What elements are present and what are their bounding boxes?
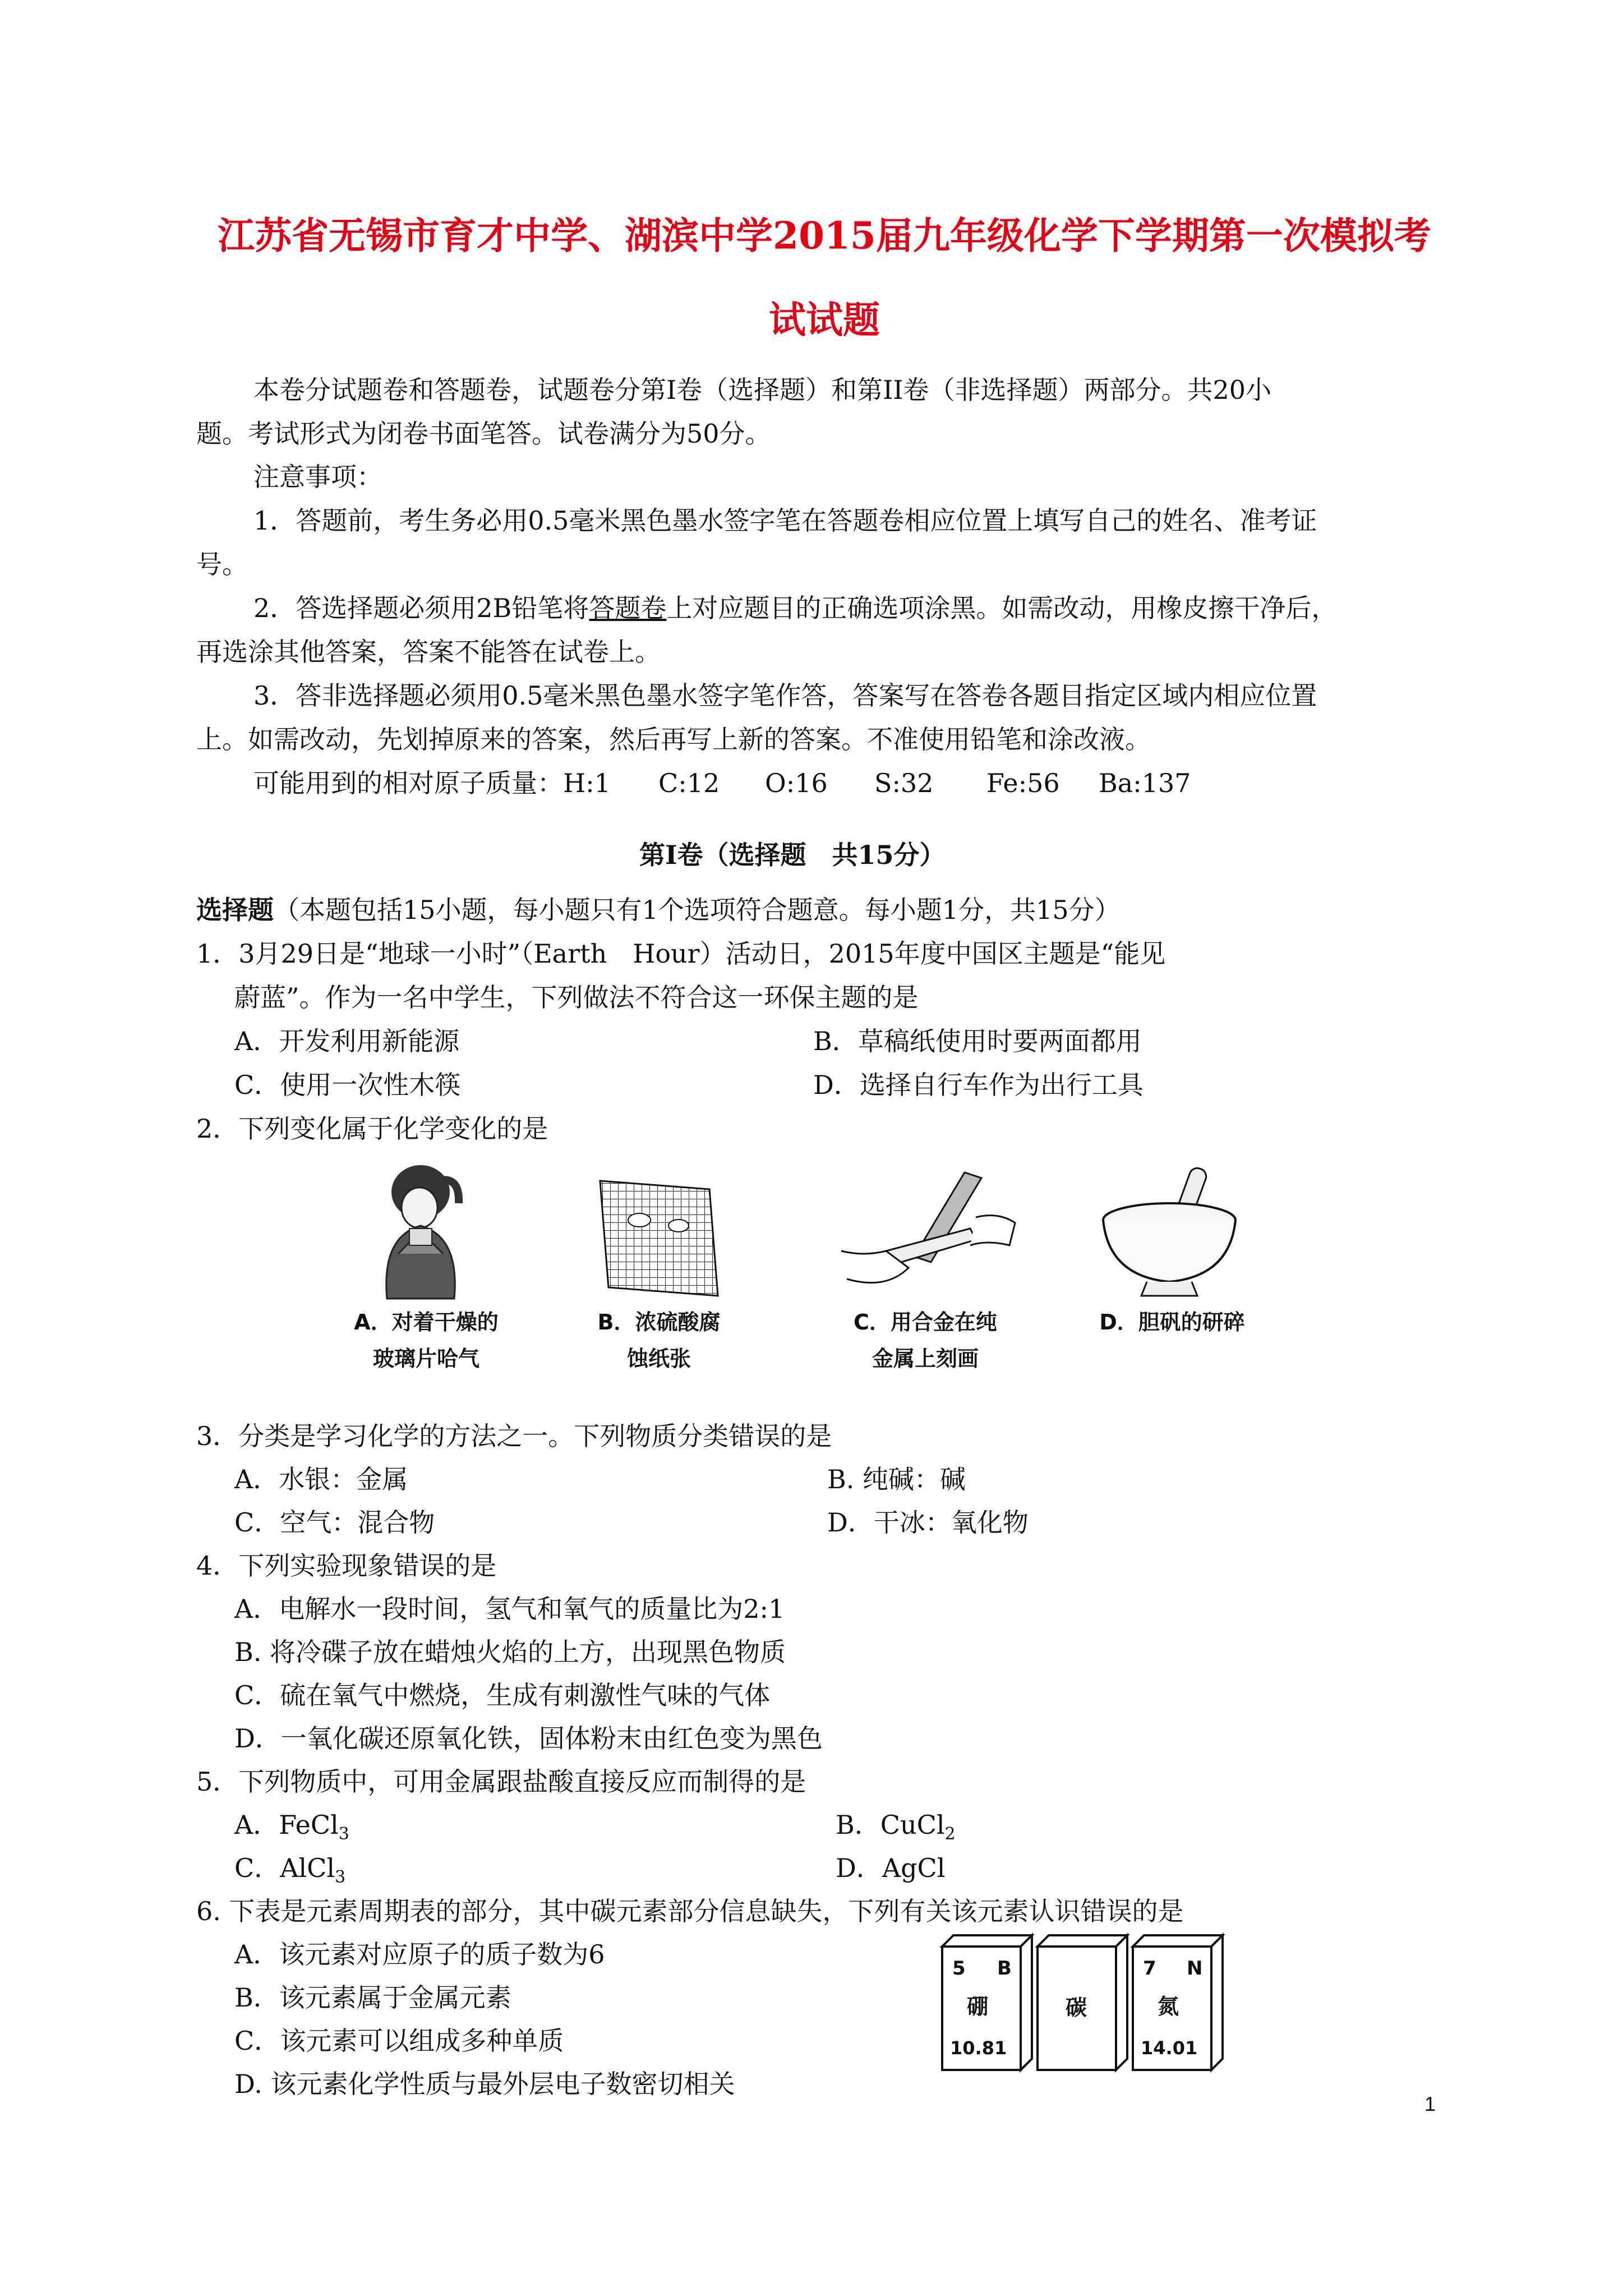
q2-label-a-line-2: 玻璃片哈气 [372, 1346, 479, 1371]
q6-option-a: A．该元素对应原子的质子数为6 [234, 1939, 605, 1970]
carbon-name: 碳 [1066, 1995, 1087, 2020]
q5-option-a-subscript: 3 [338, 1824, 349, 1844]
note-1-line-2: 号。 [196, 549, 248, 579]
atomic-mass-line [253, 766, 1191, 800]
note-1-line-1: 1．答题前，考生务必用0.5毫米黑色墨水签字笔在答题卷相应位置上填写自己的姓名、准考证 [253, 505, 1317, 536]
section-instructions [196, 893, 1121, 927]
q6-option-b: B．该元素属于金属元素 [234, 1982, 511, 2013]
boron-symbol: B [997, 1957, 1012, 1980]
q2-label-b-line-2: 蚀纸张 [626, 1346, 691, 1371]
q3-option-c: C．空气：混合物 [234, 1507, 435, 1538]
note-2-text-a: 2．答选择题必须用2B铅笔将 [253, 593, 589, 623]
q4-option-c: C．硫在氧气中燃烧，生成有刺激性气味的气体 [234, 1680, 771, 1710]
q1-option-c: C．使用一次性木筷 [234, 1070, 461, 1100]
q6-option-c: C．该元素可以组成多种单质 [234, 2026, 564, 2056]
q3-option-a: A．水银：金属 [234, 1464, 408, 1494]
title-line-1: 江苏省无锡市育才中学、湖滨中学2015届九年级化学下学期第一次模拟考 [218, 214, 1431, 257]
section-instructions-rest: （本题包括15小题，每小题只有1个选项符合题意。每小题1分，共15分） [274, 895, 1121, 925]
element-cell-boron [942, 1935, 1032, 2070]
q5-option-c-subscript: 3 [335, 1867, 346, 1887]
q5-option-b-text: B．CuCl [836, 1810, 945, 1840]
q2-label-c-line-1: C．用合金在纯 [854, 1310, 997, 1335]
q2-stem: 2．下列变化属于化学变化的是 [196, 1114, 548, 1144]
q1-stem-line-2: 蔚蓝”。作为一名中学生，下列做法不符合这一环保主题的是 [234, 982, 919, 1013]
q6-stem: 6. 下表是元素周期表的部分，其中碳元素部分信息缺失，下列有关该元素认识错误的是 [196, 1896, 1184, 1926]
q3-option-d: D．干冰：氧化物 [827, 1507, 1029, 1538]
q1-option-d: D．选择自行车作为出行工具 [813, 1070, 1144, 1100]
q2-label-d: D．胆矾的研碎 [1099, 1310, 1245, 1335]
q4-option-a: A．电解水一段时间，氢气和氧气的质量比为2:1 [234, 1594, 785, 1624]
q2-label-b-line-1: B．浓硫酸腐 [597, 1310, 721, 1335]
q1-option-b: B．草稿纸使用时要两面都用 [813, 1026, 1142, 1056]
q4-stem: 4．下列实验现象错误的是 [196, 1550, 497, 1581]
q1-stem-line-1: 1．3月29日是“地球一小时”（Earth Hour）活动日，2015年度中国区主题是“能见 [196, 938, 1166, 969]
q4-option-d: D．一氧化碳还原氧化铁，固体粉末由红色变为黑色 [234, 1723, 823, 1754]
q2-figure-c-scratching-metal-illustration [836, 1167, 1021, 1301]
note-2-underlined: 答题卷 [589, 593, 667, 623]
q2-figure-b-grid-paper-illustration [594, 1175, 723, 1299]
q2-figure-d-mortar-pestle-illustration [1096, 1161, 1242, 1301]
periodic-table-fragment [931, 1930, 1245, 2087]
section-instructions-bold: 选择题 [196, 895, 274, 925]
element-cell-carbon [1038, 1935, 1127, 2070]
title-line-2: 试试题 [769, 298, 880, 342]
boron-name: 硼 [967, 1994, 989, 2019]
page-number: 1 [1424, 2092, 1436, 2115]
nitrogen-symbol: N [1187, 1957, 1203, 1980]
q3-option-b: B. 纯碱：碱 [827, 1464, 966, 1494]
atomic-mass-label: 可能用到的相对原子质量： [253, 768, 563, 798]
note-2-text-b: 上对应题目的正确选项涂黑。如需改动，用橡皮擦干净后， [666, 593, 1338, 623]
q5-option-b [836, 1808, 956, 1851]
boron-mass: 10.81 [950, 2037, 1007, 2059]
mass-c: C:12 [658, 768, 720, 798]
note-2-line-1 [253, 591, 1337, 625]
q4-option-b: B. 将冷碟子放在蜡烛火焰的上方，出现黑色物质 [234, 1637, 786, 1667]
element-cell-nitrogen [1133, 1935, 1223, 2070]
boron-number: 5 [952, 1957, 966, 1980]
q6-option-d: D. 该元素化学性质与最外层电子数密切相关 [234, 2069, 735, 2099]
nitrogen-number: 7 [1143, 1957, 1156, 1980]
section-heading: 第Ⅰ卷（选择题 共15分） [639, 840, 946, 870]
q3-stem: 3．分类是学习化学的方法之一。下列物质分类错误的是 [196, 1421, 832, 1451]
intro-paragraph-line-1: 本卷分试题卷和答题卷，试题卷分第Ⅰ卷（选择题）和第II卷（非选择题）两部分。共20小 [253, 375, 1272, 405]
q5-option-b-subscript: 2 [944, 1824, 956, 1844]
q5-option-d: D．AgCl [836, 1853, 946, 1883]
note-3-line-2: 上。如需改动，先划掉原来的答案，然后再写上新的答案。不准使用铅笔和涂改液。 [196, 724, 1151, 754]
note-2-line-2: 再选涂其他答案，答案不能答在试卷上。 [196, 637, 661, 667]
mass-fe: Fe:56 [986, 768, 1060, 798]
q5-option-a [234, 1808, 349, 1851]
q2-figure-a-person-breathing-illustration [353, 1158, 505, 1304]
mass-ba: Ba:137 [1099, 768, 1191, 798]
intro-paragraph-line-2: 题。考试形式为闭卷书面笔答。试卷满分为50分。 [196, 418, 771, 449]
nitrogen-name: 氮 [1158, 1994, 1179, 2019]
notes-heading: 注意事项： [253, 462, 382, 492]
q1-option-a: A．开发利用新能源 [234, 1026, 460, 1056]
q5-option-c [234, 1851, 345, 1894]
q5-stem: 5．下列物质中，可用金属跟盐酸直接反应而制得的是 [196, 1766, 806, 1797]
q5-option-a-text: A．FeCl [234, 1810, 339, 1840]
q2-label-a-line-1: A．对着干燥的 [354, 1310, 499, 1335]
mass-h: H:1 [563, 768, 611, 798]
nitrogen-mass: 14.01 [1141, 2037, 1198, 2059]
mass-s: S:32 [874, 768, 934, 798]
mass-o: O:16 [765, 768, 828, 798]
note-3-line-1: 3．答非选择题必须用0.5毫米黑色墨水签字笔作答，答案写在答卷各题目指定区域内相应位置 [253, 680, 1317, 711]
q5-option-c-text: C．AlCl [234, 1853, 335, 1883]
q2-label-c-line-2: 金属上刻画 [872, 1346, 979, 1371]
